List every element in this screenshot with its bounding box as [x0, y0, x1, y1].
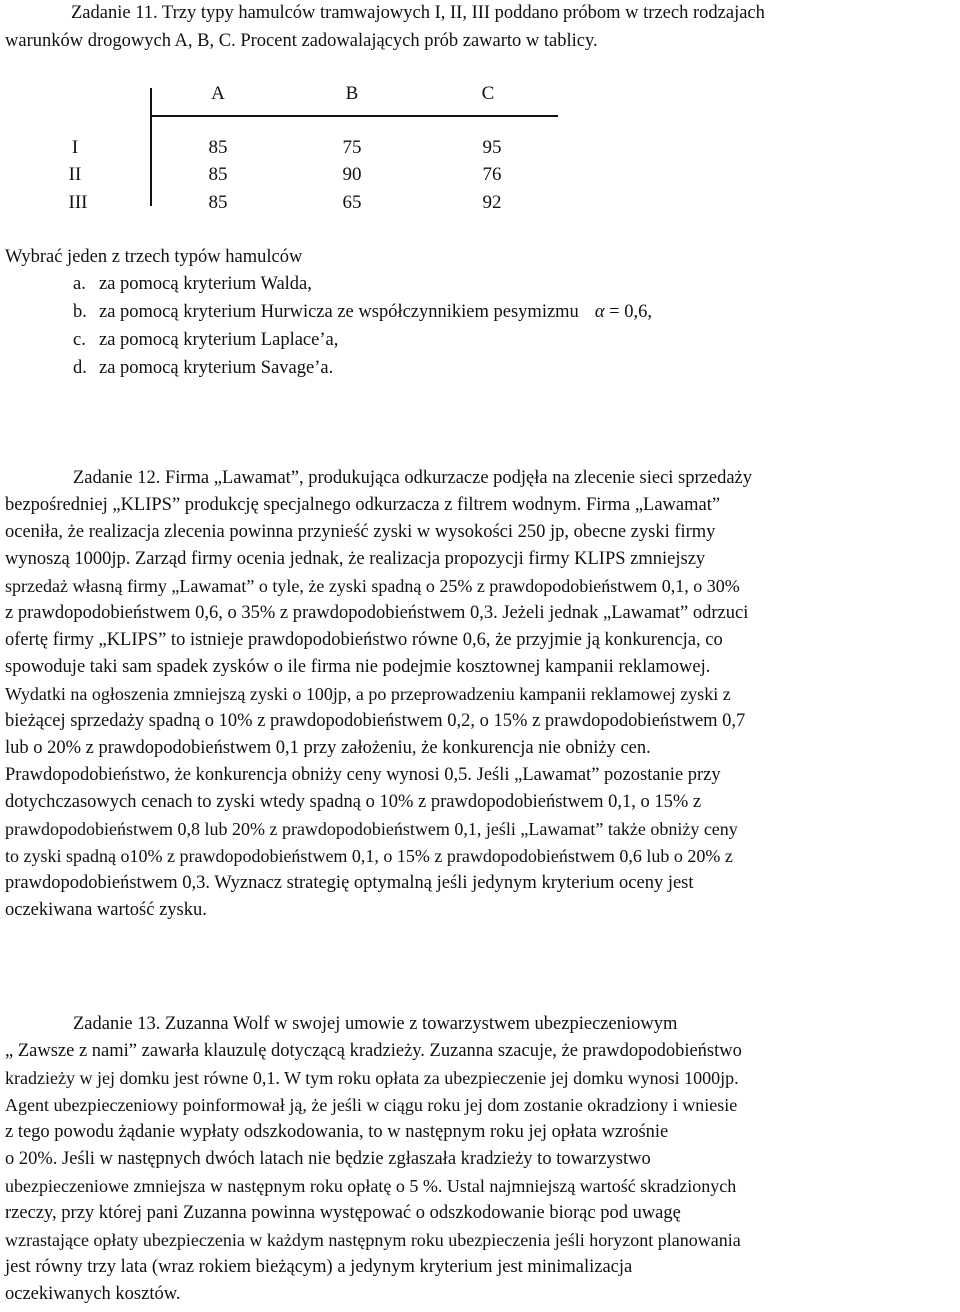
- z13-line: o 20%. Jeśli w następnych dwóch latach nie będzie zgłaszała kradzieży to towarzystwo: [5, 1149, 651, 1169]
- table-cell: 85: [208, 192, 228, 213]
- z12-line: Prawdopodobieństwo, że konkurencja obniży ceny wynosi 0,5. Jeśli „Lawamat” pozostanie przy: [5, 765, 721, 785]
- z12-line: wynoszą 1000jp. Zarząd firmy ocenia jednak, że realizacja propozycji firmy KLIPS zmniejszy: [5, 549, 706, 569]
- z11-prompt: Wybrać jeden z trzech typów hamulców: [5, 247, 303, 267]
- z12-line: to zyski spadną o10% z prawdopodobieństwem 0,1, o 15% z prawdopodobieństwem 0,6 lub o 20% z: [5, 846, 733, 866]
- list-item: [73, 299, 652, 326]
- list-item: [73, 271, 312, 298]
- table-cell: 85: [208, 164, 228, 185]
- z12-line: ofertę firmy „KLIPS” to istnieje prawdopodobieństwo równe 0,6, że przyjmie ją konkurencja, co: [5, 630, 723, 650]
- z13-line: kradzieży w jej domku jest równe 0,1. W tym roku opłata za ubezpieczenie jej domku wynosi 1000jp.: [5, 1068, 739, 1088]
- list-item-text: za pomocą kryterium Savage’a.: [99, 358, 334, 378]
- z13-line: wzrastające opłaty ubezpieczenia w każdym następnym roku ubezpieczenia jeśli horyzont planowania: [5, 1230, 741, 1250]
- z12-line: prawdopodobieństwem 0,3. Wyznacz strategię optymalną jeśli jedynym kryterium oceny jest: [5, 873, 694, 893]
- table-vertical-rule: [150, 88, 152, 206]
- table-horizontal-rule: [150, 115, 558, 117]
- z12-line: spowoduje taki sam spadek zysków o ile firma nie podejmie kosztownej kampanii reklamowej.: [5, 657, 711, 677]
- table-cell: 90: [342, 164, 362, 185]
- z13-line: ubezpieczeniowe zmniejsza w następnym roku opłatę o 5 %. Ustal najmniejszą wartość skradzionych: [5, 1176, 737, 1196]
- list-marker: c.: [73, 330, 86, 350]
- table-cell: 76: [482, 164, 502, 185]
- z13-line: z tego powodu żądanie wypłaty odszkodowania, to w następnym roku jej opłata wzrośnie: [5, 1122, 669, 1142]
- z12-line: Zadanie 12. Firma „Lawamat”, produkująca odkurzacze podjęła na zlecenie sieci sprzedaży: [73, 468, 753, 488]
- list-item-text: za pomocą kryterium Laplace’a,: [99, 330, 339, 350]
- list-marker: a.: [73, 274, 86, 294]
- table-row-label: III: [68, 192, 88, 213]
- list-marker: d.: [73, 358, 87, 378]
- z12-line: Wydatki na ogłoszenia zmniejszą zyski o 100jp, a po przeprowadzeniu kampanii reklamowej zyski z: [5, 684, 731, 704]
- z12-line: bieżącej sprzedaży spadną o 10% z prawdopodobieństwem 0,2, o 15% z prawdopodobieństwem 0,7: [5, 711, 746, 731]
- z12-line: lub o 20% z prawdopodobieństwem 0,1 przy założeniu, że konkurencja nie obniży cen.: [5, 738, 651, 758]
- list-item-tail: = 0,6,: [604, 302, 652, 322]
- table-cell: 85: [208, 137, 228, 158]
- z12-line: z prawdopodobieństwem 0,6, o 35% z prawdopodobieństwem 0,3. Jeżeli jednak „Lawamat” odrzuci: [5, 603, 749, 623]
- z13-line: rzeczy, przy której pani Zuzanna powinna występować o odszkodowanie biorąc pod uwagę: [5, 1203, 681, 1223]
- z13-line: oczekiwanych kosztów.: [5, 1284, 181, 1304]
- z13-line: Zadanie 13. Zuzanna Wolf w swojej umowie z towarzystwem ubezpieczeniowym: [73, 1014, 678, 1034]
- table-row-label: II: [68, 164, 82, 185]
- table-row-label: I: [71, 137, 79, 158]
- table-col-header: A: [211, 83, 225, 104]
- table-cell: 92: [482, 192, 502, 213]
- z13-line: Agent ubezpieczeniowy poinformował ją, że jeśli w ciągu roku jej dom zostanie okradziony i wniesie: [5, 1095, 738, 1115]
- alpha-symbol: α: [594, 302, 605, 322]
- list-item: [73, 355, 333, 382]
- z12-line: sprzedaż własną firmy „Lawamat” o tyle, że zyski spadną o 25% z prawdopodobieństwem 0,1, o 30%: [5, 576, 740, 596]
- list-item-text: za pomocą kryterium Hurwicza ze współczynnikiem pesymizmu: [99, 302, 579, 322]
- z11-line-2: warunków drogowych A, B, C. Procent zadowalających prób zawarto w tablicy.: [5, 31, 598, 51]
- table-cell: 75: [342, 137, 362, 158]
- list-marker: b.: [73, 302, 87, 322]
- list-item: [73, 327, 338, 354]
- table-cell: 65: [342, 192, 362, 213]
- z12-line: oczekiwana wartość zysku.: [5, 900, 207, 920]
- table-col-header: B: [345, 83, 359, 104]
- z12-line: dotychczasowych cenach to zyski wtedy spadną o 10% z prawdopodobieństwem 0,1, o 15% z: [5, 792, 702, 812]
- z13-line: jest równy trzy lata (wraz rokiem bieżącym) a jedynym kryterium jest minimalizacja: [5, 1257, 633, 1277]
- z12-line: oceniła, że realizacja zlecenia powinna przynieść zyski w wysokości 250 jp, obecne zyski firmy: [5, 522, 716, 542]
- z12-line: bezpośredniej „KLIPS” produkcję specjalnego odkurzacza z filtrem wodnym. Firma „Lawamat”: [5, 495, 721, 515]
- table-cell: 95: [482, 137, 502, 158]
- z13-line: „ Zawsze z nami” zawarła klauzulę dotyczącą kradzieży. Zuzanna szacuje, że prawdopodobieństwo: [5, 1041, 742, 1061]
- z11-line-1: Zadanie 11. Trzy typy hamulców tramwajowych I, II, III poddano próbom w trzech rodzajach: [71, 3, 765, 23]
- list-item-text: za pomocą kryterium Walda,: [99, 274, 312, 294]
- z12-line: prawdopodobieństwem 0,8 lub 20% z prawdopodobieństwem 0,1, jeśli „Lawamat” także obniży ceny: [5, 819, 738, 839]
- table-col-header: C: [481, 83, 495, 104]
